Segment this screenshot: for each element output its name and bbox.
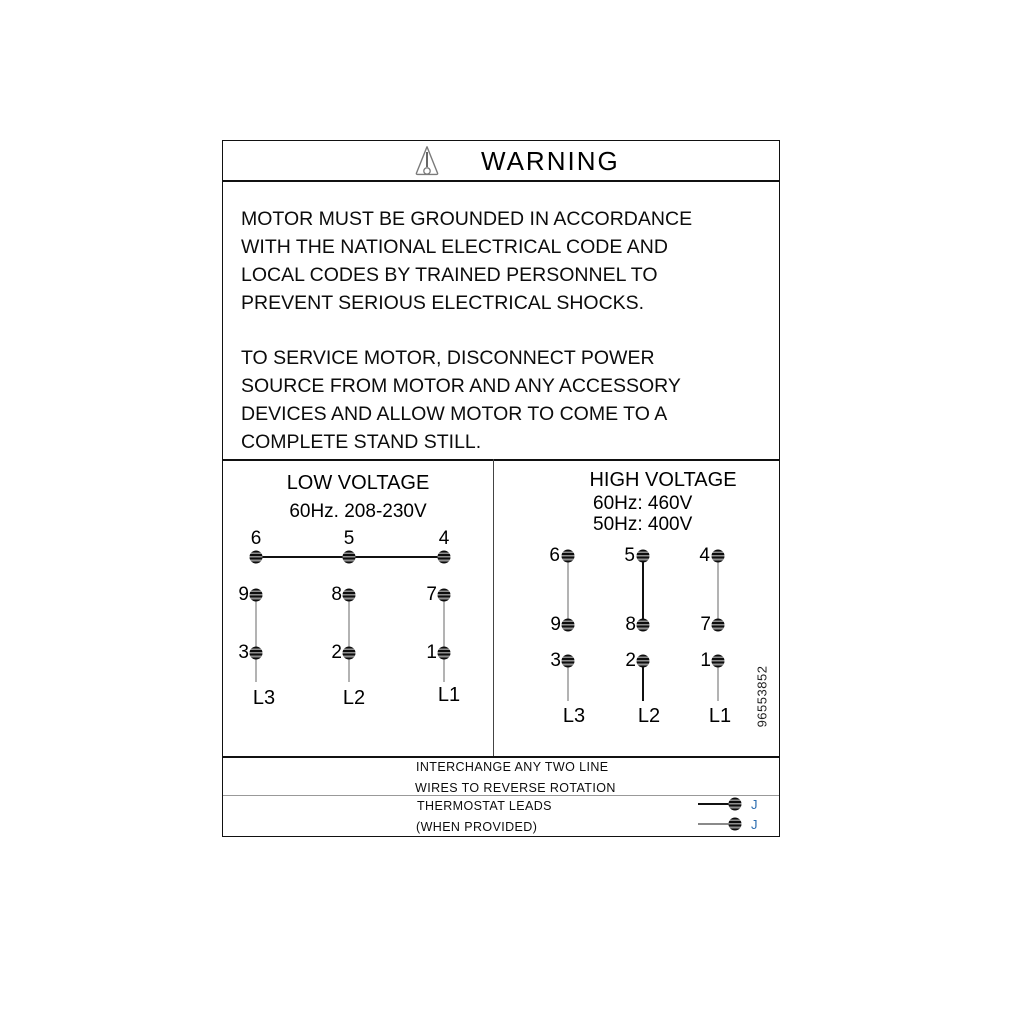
- warning-title: WARNING: [481, 146, 620, 176]
- terminal-dot: [250, 647, 263, 660]
- interchange-note-line1: INTERCHANGE ANY TWO LINE: [416, 760, 609, 774]
- thermostat-terminal-dot: [729, 818, 742, 831]
- interchange-note-line2: WIRES TO REVERSE ROTATION: [415, 781, 616, 795]
- terminal-dot: [343, 589, 356, 602]
- thermostat-lead-label-1: J: [751, 797, 758, 812]
- hv-terminal-6: 6: [549, 545, 560, 566]
- hv-terminal-4: 4: [699, 545, 710, 566]
- lv-terminal-7: 7: [426, 584, 437, 605]
- header-divider: [223, 180, 779, 182]
- terminal-dot: [562, 619, 575, 632]
- lv-wire-l3: [255, 595, 257, 682]
- thermostat-terminal-dot: [729, 798, 742, 811]
- terminal-dot: [562, 550, 575, 563]
- terminal-dot: [250, 589, 263, 602]
- hv-line-l3: L3: [562, 705, 586, 727]
- terminal-dot: [637, 550, 650, 563]
- low-voltage-subtitle: 60Hz. 208-230V: [289, 501, 427, 522]
- thermostat-lead-wire-1: [698, 803, 729, 805]
- terminal-dot: [343, 647, 356, 660]
- hv-wire-6-9: [567, 556, 569, 625]
- lv-terminal-8: 8: [331, 584, 342, 605]
- lv-terminal-1: 1: [426, 642, 437, 663]
- terminal-dot: [637, 655, 650, 668]
- lv-terminal-3: 3: [238, 642, 249, 663]
- terminal-dot: [438, 647, 451, 660]
- hv-terminal-9: 9: [550, 614, 561, 635]
- high-voltage-title: HIGH VOLTAGE: [589, 469, 737, 491]
- terminal-dot: [562, 655, 575, 668]
- terminal-dot: [712, 619, 725, 632]
- hv-terminal-2: 2: [625, 650, 636, 671]
- lv-line-l3: L3: [252, 687, 276, 709]
- hv-wire-4-7: [717, 556, 719, 625]
- lv-wire-l2: [348, 595, 350, 682]
- lv-terminal-2: 2: [331, 642, 342, 663]
- terminal-dot: [637, 619, 650, 632]
- hv-terminal-1: 1: [700, 650, 711, 671]
- warning-paragraph-2: TO SERVICE MOTOR, DISCONNECT POWER SOURCE FROM MOTOR AND ANY ACCESSORY DEVICES AND ALLOW MOTOR TO COME TO A COMPLETE STAND STILL.: [241, 347, 681, 453]
- lv-terminal-9: 9: [238, 584, 249, 605]
- lv-terminal-5: 5: [343, 528, 355, 549]
- interchange-divider: [223, 756, 779, 758]
- high-voltage-subtitle-60hz: 60Hz: 460V: [593, 493, 693, 514]
- hv-line-l2: L2: [637, 705, 661, 727]
- hv-terminal-3: 3: [550, 650, 561, 671]
- terminal-dot: [250, 551, 263, 564]
- terminal-dot: [712, 550, 725, 563]
- thermostat-lead-wire-2: [698, 823, 729, 825]
- terminal-dot: [438, 589, 451, 602]
- lv-line-l2: L2: [342, 687, 366, 709]
- text-diagram-divider: [223, 459, 779, 461]
- hv-terminal-5: 5: [624, 545, 635, 566]
- part-number: 96553852: [754, 665, 770, 728]
- lv-terminal-4: 4: [438, 528, 450, 549]
- thermostat-lead-label-2: J: [751, 817, 758, 832]
- low-voltage-title: LOW VOLTAGE: [286, 472, 430, 494]
- lv-line-l1: L1: [437, 684, 461, 706]
- terminal-dot: [712, 655, 725, 668]
- motor-warning-label: [222, 140, 780, 837]
- high-voltage-subtitle-50hz: 50Hz: 400V: [593, 514, 693, 535]
- hv-line-l1: L1: [708, 705, 732, 727]
- terminal-dot: [343, 551, 356, 564]
- lv-terminal-6: 6: [250, 528, 262, 549]
- hv-terminal-7: 7: [700, 614, 711, 635]
- lv-wire-l1: [443, 595, 445, 682]
- voltage-sections-divider: [493, 459, 494, 757]
- warning-paragraph-1: MOTOR MUST BE GROUNDED IN ACCORDANCE WITH THE NATIONAL ELECTRICAL CODE AND LOCAL CODES BY TRAINED PERSONNEL TO PREVENT SERIOUS ELECTRICAL SHOCKS.: [241, 208, 693, 314]
- thermostat-note-line2: (WHEN PROVIDED): [416, 820, 538, 834]
- thermostat-note-line1: THERMOSTAT LEADS: [417, 799, 552, 813]
- hv-terminal-8: 8: [625, 614, 636, 635]
- hv-wire-5-8: [642, 556, 643, 625]
- warning-triangle-icon: [415, 145, 439, 176]
- thermostat-divider: [223, 795, 779, 796]
- terminal-dot: [438, 551, 451, 564]
- warning-text: [241, 205, 761, 456]
